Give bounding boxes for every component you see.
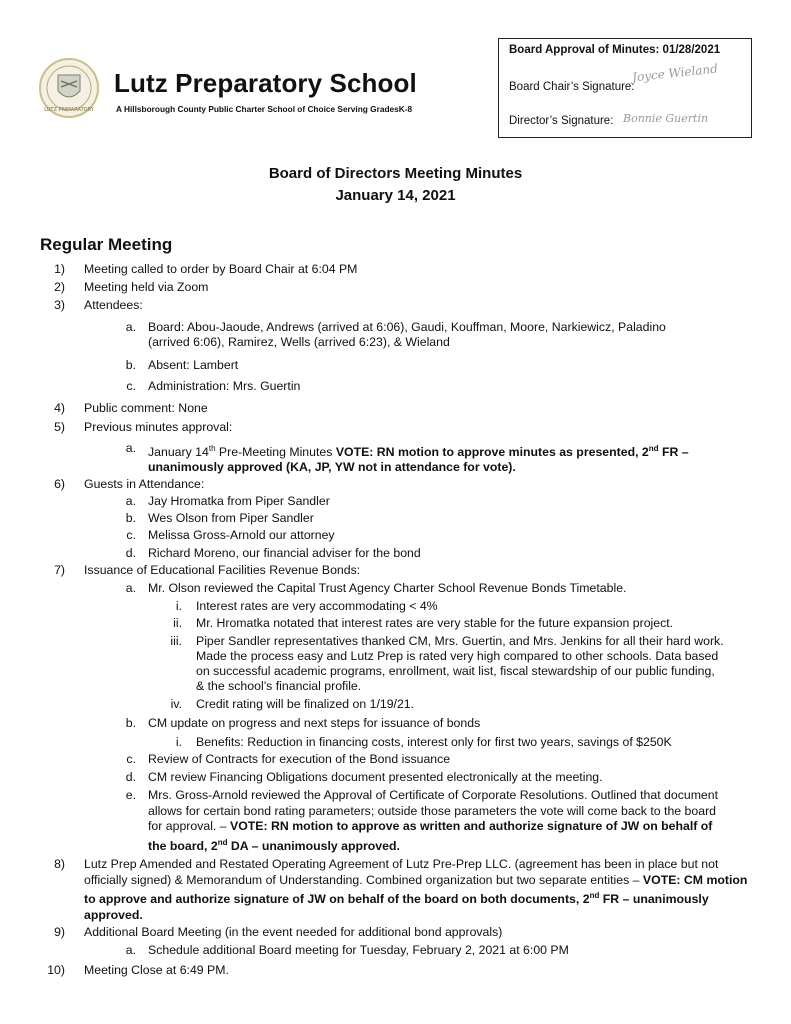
subitem-label: d. [125,546,136,560]
subsubitem-text: Benefits: Reduction in financing costs, interest only for first two years, savings of $250K [196,735,672,749]
seal-text: LUTZ PREPARATORY [44,107,94,113]
item-label: 6) [54,477,65,491]
subsubitem-text: Piper Sandler representatives thanked CM, Mrs. Guertin, and Mrs. Jenkins for all their hard work. Made the process easy and Lutz Prep is rated very high compared to other schools. Data based on successful academic programs, enrollment, wait list, fiscal stewardship of our public funding, & the school’s financial profile. [196,634,724,693]
subitem-label: b. [125,511,136,525]
subitem-text: Wes Olson from Piper Sandler [148,511,314,525]
document-date: January 14, 2021 [335,187,456,204]
item-text: Public comment: None [84,401,208,415]
item-label: 4) [54,401,65,415]
item-text: Meeting Close at 6:49 PM. [84,963,229,977]
subsubitem-label: ii. [173,616,182,630]
director-signature: Bonnie Guertin [623,112,709,125]
subitem-label: c. [126,379,136,393]
subitem-text: Board: Abou-Jaoude, Andrews (arrived at 6:06), Gaudi, Kouffman, Moore, Narkiewicz, Paladino (arrived 6:06), Ramirez, Wells (arrived 6:23), & Wieland [148,320,666,349]
chair-signature: Joyce Wieland [631,61,719,85]
subitem-label: c. [126,752,136,766]
approval-title: Board Approval of Minutes: 01/28/2021 [509,44,721,56]
subitem-text: Review of Contracts for execution of the Bond issuance [148,752,451,766]
subitem-text: January 14th Pre-Meeting Minutes VOTE: RN motion to approve minutes as presented, 2nd FR – unanimously approved (KA, JP, YW not in attendance for vote). [148,444,689,475]
director-signature-label: Director’s Signature: [509,115,614,127]
item-label: 8) [54,857,65,871]
subsubitem-label: i. [175,599,182,613]
subitem-label: a. [125,943,136,957]
item-text: Previous minutes approval: [84,420,233,434]
subitem-label: b. [125,716,136,730]
subitem-text: Mr. Olson reviewed the Capital Trust Agency Charter School Revenue Bonds Timetable. [148,581,627,595]
section-heading: Regular Meeting [40,235,173,254]
subitem-label: a. [125,320,136,334]
subitem-text: Absent: Lambert [148,358,239,372]
subsubitem-label: iv. [170,697,182,711]
item-text: Meeting called to order by Board Chair at 6:04 PM [84,262,358,276]
subitem-text: Administration: Mrs. Guertin [148,379,301,393]
item-label: 7) [54,563,65,577]
document-title: Board of Directors Meeting Minutes [268,165,523,182]
subsubitem-label: iii. [170,634,182,648]
subitem-text: CM update on progress and next steps for issuance of bonds [148,716,481,730]
school-seal-logo [38,57,100,119]
subsubitem-label: i. [175,735,182,749]
subitem-label: e. [125,788,136,802]
item-label: 1) [54,262,65,276]
subitem-text: Melissa Gross-Arnold our attorney [148,528,335,542]
item-text: Guests in Attendance: [84,477,205,491]
school-name: Lutz Preparatory School [114,68,417,98]
subitem-label: a. [125,581,136,595]
subitem-label: a. [125,494,136,508]
item-label: 5) [54,420,65,434]
approval-box [498,38,752,138]
subitem-text: CM review Financing Obligations document presented electronically at the meeting. [148,770,603,784]
subitem-label: b. [125,358,136,372]
subsubitem-text: Mr. Hromatka notated that interest rates are very stable for the future expansion project. [196,616,674,630]
subitem-text: Mrs. Gross-Arnold reviewed the Approval of Certificate of Corporate Resolutions. Outlined that document allows for certain bond rating parameters; outside those parameters the vote will come back to the board for approval. – VOTE: RN motion to approve as written and authorize signature of JW on behalf of the board, 2nd DA – unanimously approved. [148,788,719,853]
subsubitem-text: Interest rates are very accommodating < 4% [196,599,438,613]
subitem-label: c. [126,528,136,542]
item-text: Meeting held via Zoom [84,280,209,294]
item-label: 2) [54,280,65,294]
item-text: Additional Board Meeting (in the event needed for additional bond approvals) [84,925,503,939]
item-text: Attendees: [84,298,143,312]
chair-signature-label: Board Chair’s Signature: [509,81,635,93]
item-text: Issuance of Educational Facilities Revenue Bonds: [84,563,361,577]
item-label: 10) [47,963,65,977]
subitem-label: a. [125,441,136,455]
subitem-text: Schedule additional Board meeting for Tuesday, February 2, 2021 at 6:00 PM [148,943,569,957]
item-text: Lutz Prep Amended and Restated Operating Agreement of Lutz Pre-Prep LLC. (agreement has been in place but not officially signed) & Memorandum of Understanding. Combined organization but two separate entities – VOTE: CM motion to approve and authorize signature of JW on behalf of the board on both documents, 2nd FR – unanimously approved. [84,857,748,922]
subitem-text: Jay Hromatka from Piper Sandler [148,494,330,508]
subitem-label: d. [125,770,136,784]
subitem-text: Richard Moreno, our financial adviser for the bond [148,546,421,560]
school-tagline: A Hillsborough County Public Charter School of Choice Serving GradesK-8 [116,104,413,114]
item-label: 3) [54,298,65,312]
item-label: 9) [54,925,65,939]
subsubitem-text: Credit rating will be finalized on 1/19/21. [196,697,415,711]
